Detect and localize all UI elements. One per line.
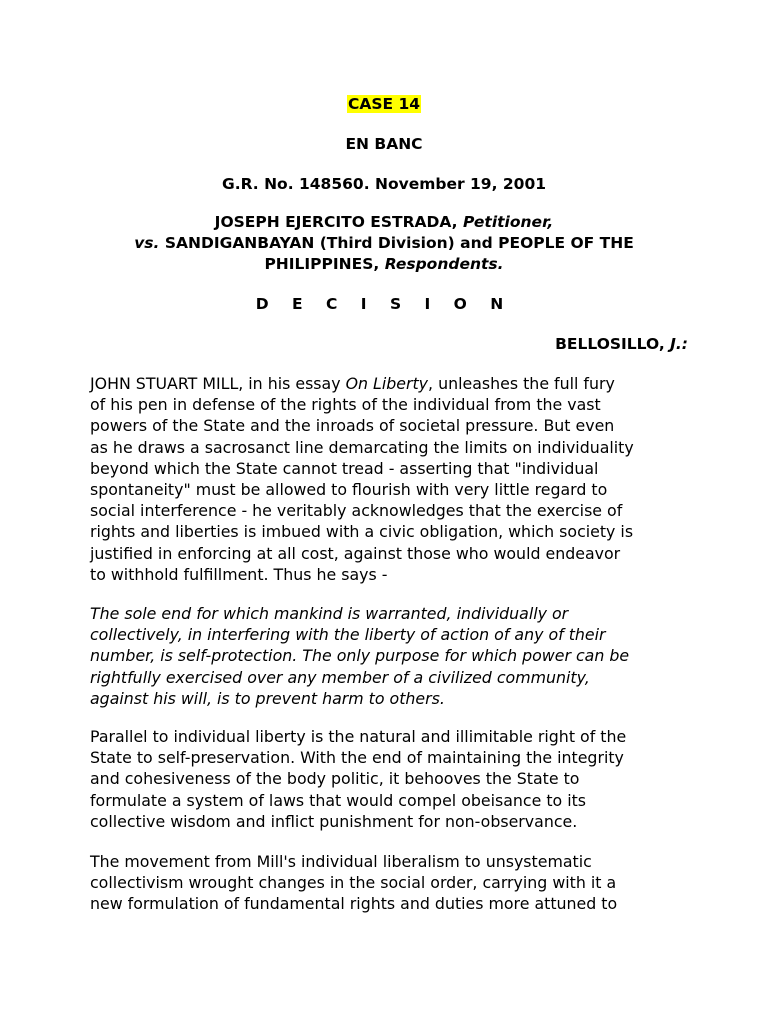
decision-heading: D E C I S I O N [255,295,513,313]
ponente-line [80,334,688,355]
paragraph-2 [90,726,690,832]
quote-line: collectively, in interfering with the liberty of action of any of their [90,625,606,645]
block-quote [90,603,690,709]
title-line-2 [80,233,688,254]
paragraph-1-line: rights and liberties is imbued with a civic obligation, which society is [90,522,634,542]
paragraph-1-line: justified in enforcing at all cost, against those who would endeavor [90,543,621,563]
docket-heading: G.R. No. 148560. November 19, 2001 [221,175,547,193]
petitioner-role: Petitioner, [462,213,554,231]
case-heading [0,94,768,115]
paragraph-3-line: collectivism wrought changes in the social order, carrying with it a [90,873,617,893]
paragraph-2-line: State to self-preservation. With the end of maintaining the integrity [90,748,624,768]
paragraph-1-line: beyond which the State cannot tread - asserting that "individual [90,458,599,478]
quote-line: rightfully exercised over any member of a civilized community, [90,667,590,687]
paragraph-1-line: of his pen in defense of the rights of the individual from the vast [90,395,601,415]
case-title [80,212,688,275]
paragraph-2-line: collective wisdom and inflict punishment for non-observance. [90,811,578,831]
paragraph-2-line: Parallel to individual liberty is the natural and illimitable right of the [90,727,627,746]
ponente-title: J.: [670,335,688,353]
court-heading: EN BANC [345,135,423,153]
quote-line: The sole end for which mankind is warranted, individually or [90,604,569,623]
versus-label: vs. [134,234,160,252]
paragraph-2-line: formulate a system of laws that would compel obeisance to its [90,790,587,810]
paragraph-1-line: as he draws a sacrosanct line demarcating the limits on individuality [90,437,634,457]
paragraph-1-line [90,373,690,394]
respondent-names-2: PHILIPPINES, [264,255,380,273]
paragraph-1-text: JOHN STUART MILL, in his essay [90,374,346,393]
case-label-highlight: CASE 14 [347,95,421,113]
quote-line: number, is self-protection. The only purpose for which power can be [90,646,630,666]
respondent-names-1: SANDIGANBAYAN (Third Division) and PEOPLE OF THE [164,234,634,252]
paragraph-1 [90,373,690,585]
paragraph-3-line: The movement from Mill's individual liberalism to unsystematic [90,852,592,871]
essay-title: On Liberty [345,374,429,393]
paragraph-2-line: and cohesiveness of the body politic, it behooves the State to [90,769,580,789]
respondent-role: Respondents. [384,255,504,273]
paragraph-3 [90,851,690,915]
title-line-3 [80,254,688,275]
paragraph-1-text: , unleashes the full fury [428,374,615,393]
petitioner-name: JOSEPH EJERCITO ESTRADA, [214,213,458,231]
paragraph-1-line: powers of the State and the inroads of societal pressure. But even [90,416,615,436]
paragraph-1-line: to withhold fulfillment. Thus he says - [90,564,388,584]
paragraph-1-line: social interference - he veritably acknowledges that the exercise of [90,501,623,521]
title-line-1 [80,212,688,233]
ponente-name: BELLOSILLO, [555,335,665,353]
quote-line: against his will, is to prevent harm to others. [90,688,445,708]
paragraph-1-line: spontaneity" must be allowed to flourish with very little regard to [90,480,608,500]
paragraph-3-line: new formulation of fundamental rights and duties more attuned to [90,894,618,914]
